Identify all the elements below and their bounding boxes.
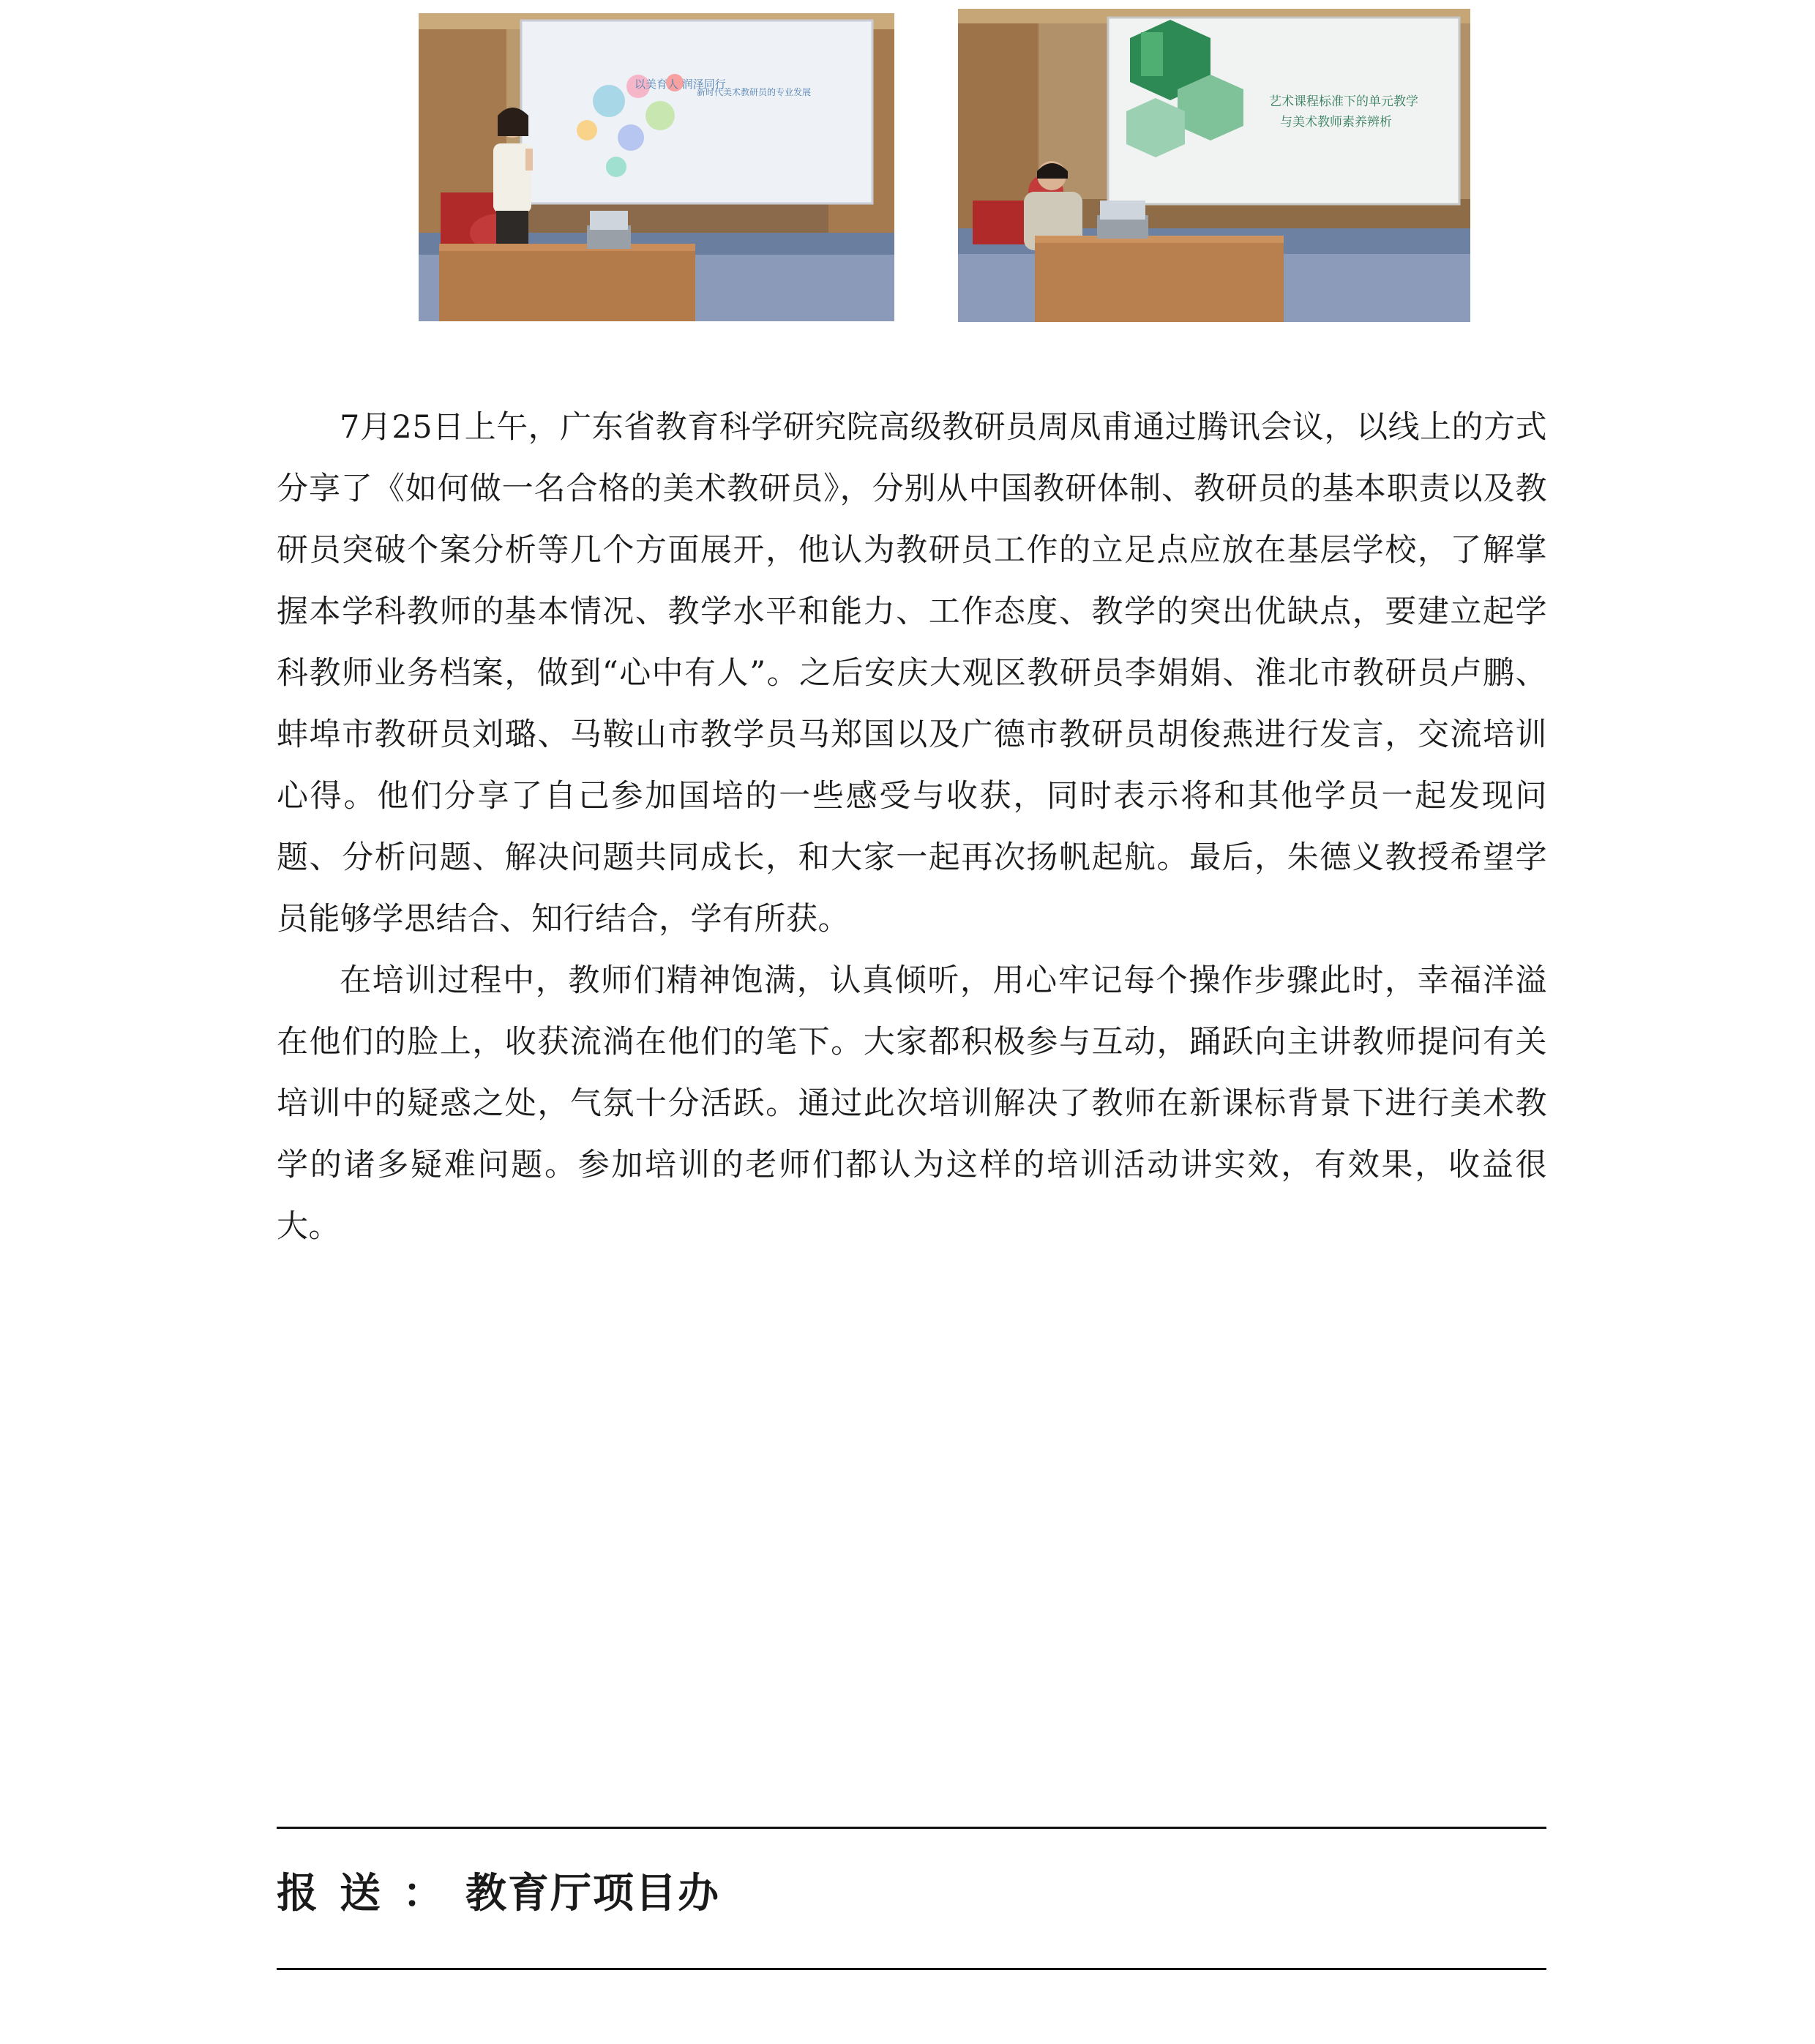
footer-top-rule [277, 1827, 1546, 1829]
article-paragraph-2: 在培训过程中，教师们精神饱满，认真倾听，用心牢记每个操作步骤此时，幸福洋溢在他们的脸上，收获流淌在他们的笔下。大家都积极参与互动，踊跃向主讲教师提问有关培训中的疑惑之处，气氛十分活跃。通过此次培训解决了教师在新课标背景下进行美术教学的诸多疑难问题。参加培训的老师们都认为这样的培训活动讲实效，有效果，收益很大。 [277, 962, 1547, 1245]
article-body [277, 397, 1547, 1257]
report-target: 教育厅项目办 [465, 1870, 720, 1917]
screen-title-2: 与美术教师素养辨析 [1280, 115, 1392, 130]
presenter-man-image [958, 9, 1470, 322]
article-paragraph-1: 7月25日上午，广东省教育科学研究院高级教研员周凤甫通过腾讯会议，以线上的方式分享了《如何做一名合格的美术教研员》，分别从中国教研体制、教研员的基本职责以及教研员突破个案分析等几个方面展开，他认为教研员工作的立足点应放在基层学校，了解掌握本学科教师的基本情况、教学水平和能力、工作态度、教学的突出优缺点，要建立起学科教师业务档案，做到“心中有人”。之后安庆大观区教研员李娟娟、淮北市教研员卢鹏、蚌埠市教研员刘璐、马鞍山市教学员马郑国以及广德市教研员胡俊燕进行发言，交流培训心得。他们分享了自己参加国培的一些感受与收获，同时表示将和其他学员一起发现问题、分析问题、解决问题共同成长，和大家一起再次扬帆起航。最后，朱德义教授希望学员能够学思结合、知行结合，学有所获。 [277, 409, 1547, 937]
report-label: 报送： [277, 1870, 465, 1917]
presenter-woman-image [419, 13, 894, 321]
screen-title-1: 艺术课程标准下的单元教学 [1269, 94, 1418, 109]
screen-text-1: 以美育人 润泽同行 [635, 78, 726, 91]
report-line [277, 1861, 720, 1920]
screen-text-2: 新时代美术教研员的专业发展 [697, 87, 812, 97]
photo-presenter-woman [419, 13, 894, 321]
photo-presenter-man [958, 9, 1470, 322]
footer-bottom-rule [277, 1968, 1546, 1970]
